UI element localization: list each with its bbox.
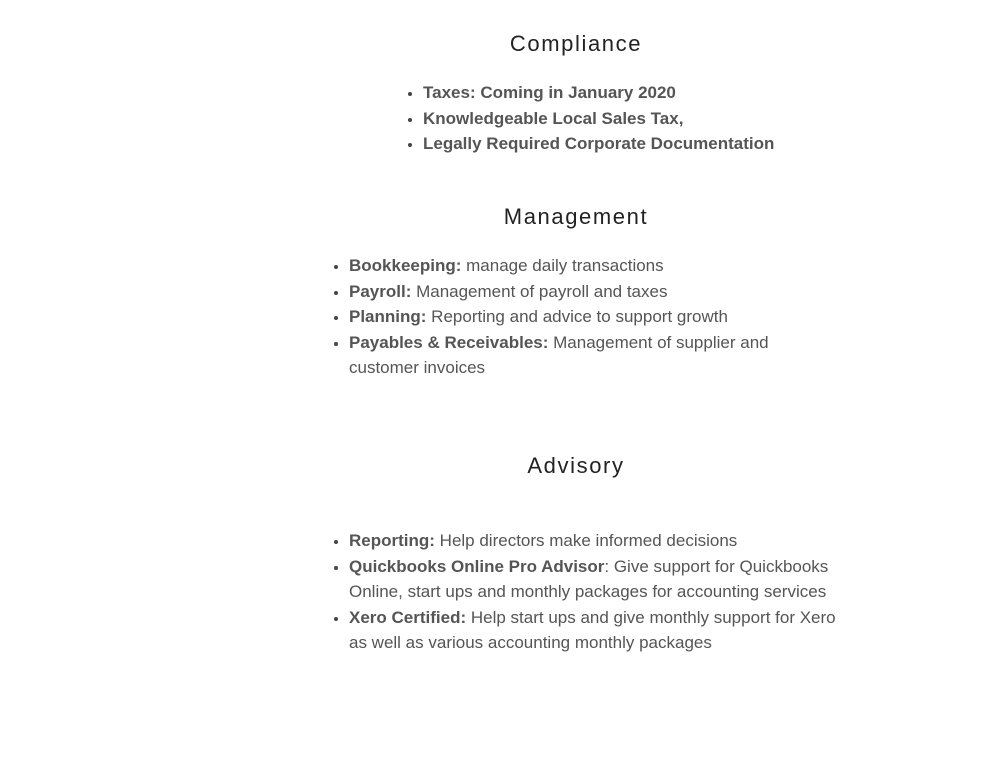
- service-description: Help start ups and give monthly support for Xero as well as various accounting monthly packages: [349, 607, 836, 652]
- service-description: Help directors make informed decisions: [434, 531, 738, 550]
- management-heading: Management: [503, 204, 649, 229]
- list-item: [349, 253, 829, 279]
- service-term: Payables & Receivables:: [349, 332, 549, 352]
- management-list: [328, 253, 829, 381]
- service-term: Bookkeeping:: [349, 256, 462, 275]
- compliance-item-text: Taxes: Coming in January 2020: [423, 83, 676, 102]
- service-term: Reporting:: [349, 531, 435, 550]
- service-description: Reporting and advice to support growth: [426, 307, 728, 326]
- service-term: Payroll:: [349, 281, 412, 301]
- service-term: Planning:: [349, 307, 427, 326]
- list-item: [349, 528, 849, 554]
- list-item: [349, 554, 849, 605]
- list-item: [349, 304, 829, 330]
- list-item: [349, 279, 829, 305]
- advisory-list: [328, 528, 849, 656]
- service-term: Xero Certified:: [349, 607, 467, 627]
- service-description: manage daily transactions: [461, 256, 664, 275]
- service-term: Quickbooks Online Pro Advisor: [349, 556, 605, 576]
- service-description: : Give support for Quickbooks Online, start ups and monthly packages for accounting services: [349, 556, 829, 601]
- list-item: [423, 80, 843, 106]
- list-item: [349, 605, 849, 656]
- advisory-heading: Advisory: [527, 453, 625, 478]
- compliance-list: [402, 80, 843, 157]
- list-item: [423, 106, 843, 132]
- service-description: Management of supplier and customer invoices: [349, 332, 769, 377]
- compliance-item-text: Knowledgeable Local Sales Tax,: [423, 108, 684, 128]
- list-item: [349, 330, 829, 381]
- compliance-item-text: Legally Required Corporate Documentation: [423, 134, 775, 153]
- list-item: [423, 131, 843, 157]
- service-description: Management of payroll and taxes: [411, 281, 668, 301]
- compliance-heading: Compliance: [509, 31, 643, 56]
